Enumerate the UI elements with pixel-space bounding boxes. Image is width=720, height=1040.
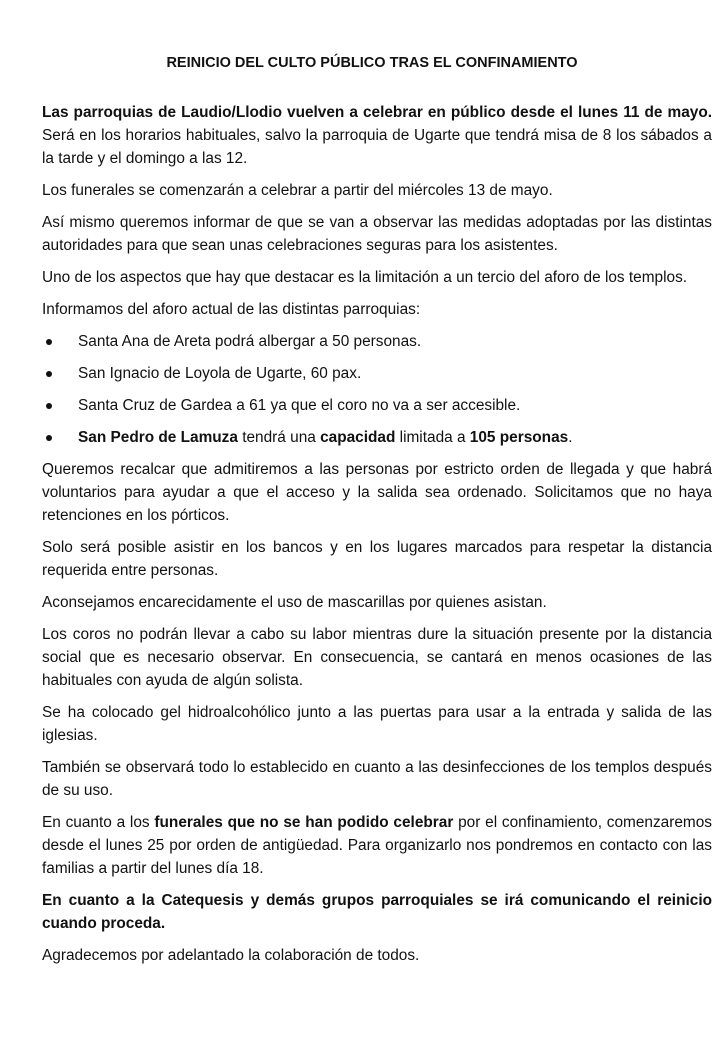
list-item-text: Santa Cruz de Gardea a 61 ya que el coro no va a ser accesible. <box>78 397 521 414</box>
list-item <box>42 394 712 417</box>
paragraph-disinfection: También se observará todo lo establecido en cuanto a las desinfecciones de los templos después de su uso. <box>42 759 712 799</box>
paragraph-choirs: Los coros no podrán llevar a cabo su labor mientras dure la situación presente por la distancia social que es necesario observar. En consecuencia, se cantará en menos ocasiones de las habituales con ayuda de algún solista. <box>42 626 712 689</box>
reopening-bold: Las parroquias de Laudio/Llodio vuelven a celebrar en público desde el lunes 11 de mayo. <box>42 104 712 121</box>
document-title: REINICIO DEL CULTO PÚBLICO TRAS EL CONFINAMIENTO <box>166 55 578 71</box>
paragraph-arrival-order: Queremos recalcar que admitiremos a las personas por estricto orden de llegada y que habrá voluntarios para ayudar a que el acceso y la salida sea ordenado. Solicitamos que no haya retenciones en los pórticos. <box>42 461 712 524</box>
paragraph-thanks: Agradecemos por adelantado la colaboración de todos. <box>42 947 420 964</box>
list-item-text: San Ignacio de Loyola de Ugarte, 60 pax. <box>78 365 362 382</box>
paragraph-reopening <box>42 101 712 170</box>
paragraph-masks: Aconsejamos encarecidamente el uso de mascarillas por quienes asistan. <box>42 594 547 611</box>
capacity-word: capacidad <box>320 429 396 446</box>
parish-capacity-list <box>42 330 712 449</box>
list-item-text: tendrá una <box>237 429 321 446</box>
paragraph-measures: Así mismo queremos informar de que se van a observar las medidas adoptadas por las distintas autoridades para que sean unas celebraciones seguras para los asistentes. <box>42 214 712 254</box>
capacity-value: 105 personas <box>469 429 569 446</box>
parish-name: San Pedro de Lamuza <box>78 429 238 446</box>
paragraph-funerals-date: Los funerales se comenzarán a celebrar a partir del miércoles 13 de mayo. <box>42 182 553 199</box>
reopening-rest: Será en los horarios habituales, salvo la parroquia de Ugarte que tendrá misa de 8 los sábados a la tarde y el domingo a las 12. <box>42 127 712 167</box>
paragraph-seating: Solo será posible asistir en los bancos y en los lugares marcados para respetar la distancia requerida entre personas. <box>42 539 712 579</box>
bullet-icon <box>46 403 52 409</box>
paragraph-capacity-intro: Informamos del aforo actual de las distintas parroquias: <box>42 301 421 318</box>
bullet-icon <box>46 435 52 441</box>
paragraph-sanitizer: Se ha colocado gel hidroalcohólico junto a las puertas para usar a la entrada y salida de las iglesias. <box>42 704 712 744</box>
list-item-text: . <box>568 429 573 446</box>
paragraph-capacity-limit: Uno de los aspectos que hay que destacar es la limitación a un tercio del aforo de los templos. <box>42 269 688 286</box>
paragraph-catechesis <box>42 889 712 935</box>
bullet-icon <box>46 339 52 345</box>
list-item <box>42 330 712 353</box>
pending-funerals-rest: por el confinamiento, comenzaremos desde el lunes 25 por orden de antigüedad. Para organizarlo nos pondremos en contacto con las familias a partir del lunes día 18. <box>42 814 712 877</box>
list-item-text: Santa Ana de Areta podrá albergar a 50 personas. <box>78 333 422 350</box>
pending-funerals-start: En cuanto a los <box>42 814 155 831</box>
list-item <box>42 426 712 449</box>
catechesis-bold: En cuanto a la Catequesis y demás grupos parroquiales se irá comunicando el reinicio cuando proceda. <box>42 892 712 932</box>
paragraph-pending-funerals <box>42 811 712 880</box>
list-item-text: limitada a <box>395 429 470 446</box>
pending-funerals-bold: funerales que no se han podido celebrar <box>154 814 454 831</box>
list-item <box>42 362 712 385</box>
bullet-icon <box>46 371 52 377</box>
